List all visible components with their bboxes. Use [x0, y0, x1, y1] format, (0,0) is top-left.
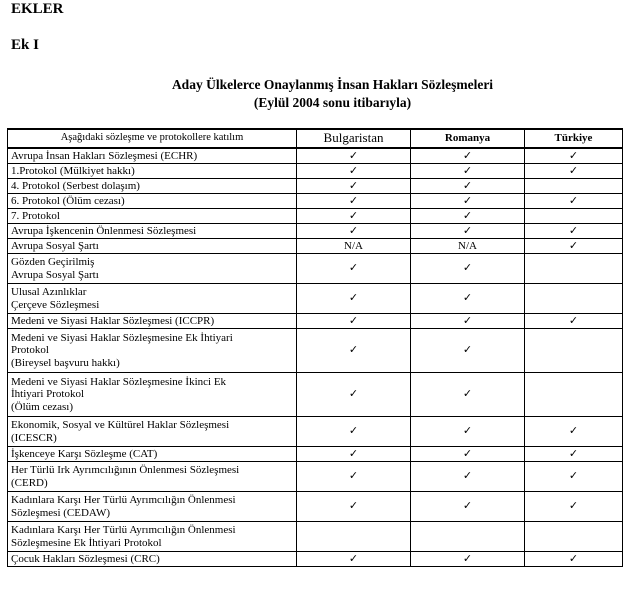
turkiye-status: [525, 284, 623, 314]
table-body: [8, 148, 623, 567]
convention-name: [8, 254, 297, 284]
table-row: [8, 284, 623, 314]
section-heading-ekler: EKLER: [11, 1, 64, 17]
header-romanya: Romanya: [411, 129, 525, 148]
romanya-status: ✓: [411, 194, 525, 209]
title-line-1: Aday Ülkelerce Onaylanmış İnsan Hakları Sözleşmeleri: [171, 77, 494, 92]
bulgaristan-status: ✓: [297, 164, 411, 179]
convention-name-line: 7. Protokol: [11, 209, 60, 222]
convention-name: [8, 224, 297, 239]
convention-name: [8, 447, 297, 462]
table-row: [8, 373, 623, 417]
bulgaristan-status: ✓: [297, 148, 411, 164]
convention-name: [8, 522, 297, 552]
convention-name-line: 6. Protokol (Ölüm cezası): [11, 194, 125, 207]
convention-name: [8, 164, 297, 179]
table-row: [8, 417, 623, 447]
convention-name-line: Avrupa İşkencenin Önlenmesi Sözleşmesi: [11, 224, 197, 237]
header-turkiye: Türkiye: [525, 129, 623, 148]
header-conventions: Aşağıdaki sözleşme ve protokollere katılım: [8, 129, 297, 148]
turkiye-status: ✓: [525, 164, 623, 179]
convention-name: [8, 179, 297, 194]
table-row: [8, 492, 623, 522]
romanya-status: ✓: [411, 254, 525, 284]
convention-name-line: Kadınlara Karşı Her Türlü Ayrımcılığın Önlenmesi: [11, 494, 236, 506]
convention-name-line: Her Türlü Irk Ayrımcılığının Önlenmesi Sözleşmesi: [11, 464, 240, 476]
subsection-heading-ek-i: Ek I: [11, 37, 39, 53]
convention-name-line: (Bireysel başvuru hakkı): [11, 356, 120, 369]
table-row: [8, 329, 623, 373]
convention-name: [8, 284, 297, 314]
bulgaristan-status: ✓: [297, 373, 411, 417]
romanya-status: [411, 522, 525, 552]
romanya-status: N/A: [411, 239, 525, 254]
turkiye-status: ✓: [525, 148, 623, 164]
convention-name: [8, 194, 297, 209]
romanya-status: ✓: [411, 284, 525, 314]
convention-name: [8, 492, 297, 522]
table-row: [8, 447, 623, 462]
convention-name: [8, 462, 297, 492]
convention-name-line: Kadınlara Karşı Her Türlü Ayrımcılığın Önlenmesi: [11, 524, 236, 536]
convention-name-line: (ICESCR): [11, 431, 57, 444]
convention-name-line: (Ölüm cezası): [11, 400, 73, 413]
convention-name: [8, 373, 297, 417]
bulgaristan-status: ✓: [297, 209, 411, 224]
table-row: [8, 314, 623, 329]
turkiye-status: [525, 179, 623, 194]
document-title: [0, 76, 625, 112]
bulgaristan-status: ✓: [297, 329, 411, 373]
table-row: [8, 194, 623, 209]
bulgaristan-status: ✓: [297, 552, 411, 567]
convention-name-line: Medeni ve Siyasi Haklar Sözleşmesine İkinci Ek: [11, 375, 227, 388]
title-line-2: (Eylül 2004 sonu itibarıyla): [253, 95, 412, 110]
table-row: [8, 254, 623, 284]
convention-name-line: Avrupa İnsan Hakları Sözleşmesi (ECHR): [11, 149, 198, 162]
convention-name-line: (CERD): [11, 476, 48, 489]
convention-name-line: İhtiyari Protokol: [11, 388, 85, 401]
turkiye-status: ✓: [525, 194, 623, 209]
header-bulgaristan: Bulgaristan: [297, 129, 411, 148]
turkiye-status: ✓: [525, 492, 623, 522]
romanya-status: ✓: [411, 224, 525, 239]
bulgaristan-status: ✓: [297, 194, 411, 209]
romanya-status: ✓: [411, 492, 525, 522]
bulgaristan-status: ✓: [297, 417, 411, 447]
romanya-status: ✓: [411, 314, 525, 329]
table-row: [8, 148, 623, 164]
bulgaristan-status: ✓: [297, 492, 411, 522]
bulgaristan-status: [297, 522, 411, 552]
romanya-status: ✓: [411, 148, 525, 164]
romanya-status: ✓: [411, 417, 525, 447]
convention-name-line: Avrupa Sosyal Şartı: [11, 268, 99, 281]
bulgaristan-status: ✓: [297, 179, 411, 194]
romanya-status: ✓: [411, 552, 525, 567]
table-row: [8, 209, 623, 224]
turkiye-status: ✓: [525, 552, 623, 567]
table-row: [8, 462, 623, 492]
convention-name-line: Ekonomik, Sosyal ve Kültürel Haklar Sözleşmesi: [11, 419, 230, 431]
bulgaristan-status: ✓: [297, 314, 411, 329]
convention-name-line: Ulusal Azınlıklar: [11, 286, 87, 298]
romanya-status: ✓: [411, 373, 525, 417]
convention-name-line: Medeni ve Siyasi Haklar Sözleşmesine Ek İhtiyari: [11, 331, 233, 344]
convention-name: [8, 314, 297, 329]
turkiye-status: ✓: [525, 224, 623, 239]
romanya-status: ✓: [411, 329, 525, 373]
turkiye-status: [525, 329, 623, 373]
turkiye-status: ✓: [525, 447, 623, 462]
turkiye-status: [525, 209, 623, 224]
bulgaristan-status: ✓: [297, 254, 411, 284]
romanya-status: ✓: [411, 447, 525, 462]
turkiye-status: [525, 254, 623, 284]
turkiye-status: [525, 522, 623, 552]
bulgaristan-status: ✓: [297, 284, 411, 314]
convention-name: [8, 209, 297, 224]
turkiye-status: ✓: [525, 239, 623, 254]
bulgaristan-status: ✓: [297, 447, 411, 462]
turkiye-status: ✓: [525, 462, 623, 492]
romanya-status: ✓: [411, 209, 525, 224]
convention-name-line: Çerçeve Sözleşmesi: [11, 298, 100, 311]
turkiye-status: ✓: [525, 314, 623, 329]
convention-name-line: Sözleşmesi (CEDAW): [11, 506, 111, 519]
table-row: [8, 239, 623, 254]
convention-name: [8, 329, 297, 373]
convention-name-line: Protokol: [11, 344, 49, 357]
convention-name-line: İşkenceye Karşı Sözleşme (CAT): [11, 447, 158, 460]
table-row: [8, 552, 623, 567]
conventions-table: [7, 128, 623, 567]
table-row: [8, 164, 623, 179]
table-row: [8, 179, 623, 194]
convention-name: [8, 148, 297, 164]
romanya-status: ✓: [411, 164, 525, 179]
convention-name-line: 1.Protokol (Mülkiyet hakkı): [11, 164, 135, 177]
convention-name: [8, 239, 297, 254]
convention-name-line: Çocuk Hakları Sözleşmesi (CRC): [11, 552, 160, 565]
convention-name-line: Avrupa Sosyal Şartı: [11, 239, 99, 252]
romanya-status: ✓: [411, 462, 525, 492]
convention-name-line: Sözleşmesine Ek İhtiyari Protokol: [11, 536, 162, 549]
convention-name: [8, 417, 297, 447]
romanya-status: ✓: [411, 179, 525, 194]
table-header-row: [8, 129, 623, 148]
table-row: [8, 224, 623, 239]
convention-name: [8, 552, 297, 567]
turkiye-status: ✓: [525, 417, 623, 447]
convention-name-line: Medeni ve Siyasi Haklar Sözleşmesi (ICCPR): [11, 314, 215, 327]
bulgaristan-status: ✓: [297, 224, 411, 239]
convention-name-line: Gözden Geçirilmiş: [11, 256, 95, 268]
turkiye-status: [525, 373, 623, 417]
bulgaristan-status: N/A: [297, 239, 411, 254]
bulgaristan-status: ✓: [297, 462, 411, 492]
table-row: [8, 522, 623, 552]
convention-name-line: 4. Protokol (Serbest dolaşım): [11, 179, 140, 192]
